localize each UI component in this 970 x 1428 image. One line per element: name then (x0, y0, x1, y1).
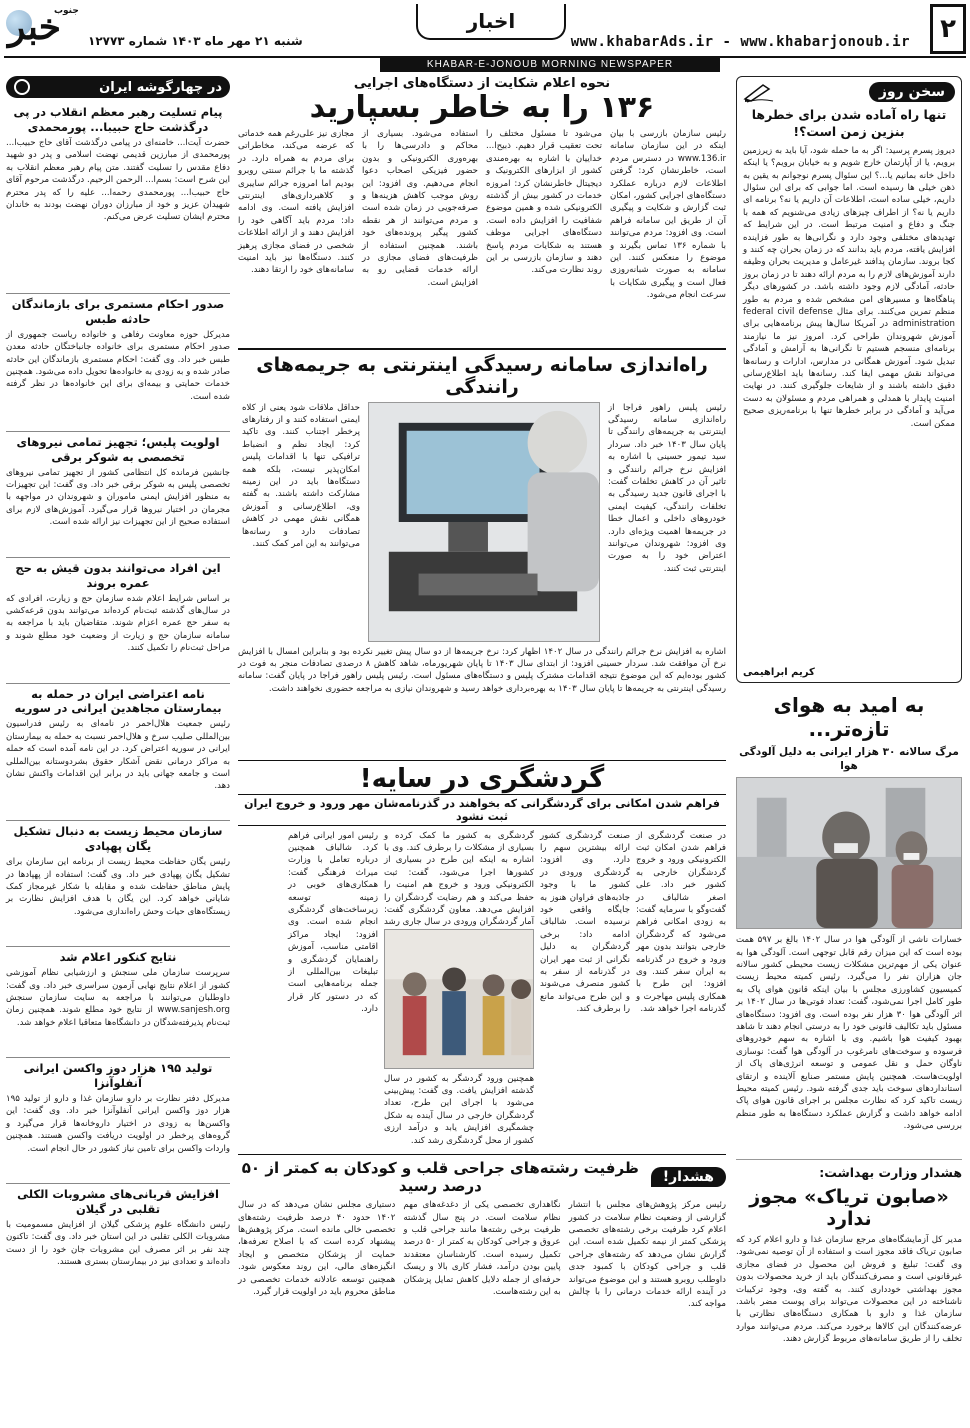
english-name-band: KHABAR-E-JONOUB MORNING NEWSPAPER (380, 58, 720, 72)
complaint-col-3: استفاده می‌شود. بسیاری از محاکم و دادرسی‌ها را با بهره‌وری الکترونیکی و بدون حضور فیزیکی اصحاب دعوا انجام می‌دهیم. وی افزود: این روش موجب کاهش هزینه‌ها و صرفه‌جویی در زمان شده است و مردم می‌توانند از هر نقطه کشور پیگیر پرونده‌های خود باشند. همچنین استفاده از ظرفیت‌های فضای مجازی در ارائه خدمات قضایی رو به افزایش است. (362, 129, 478, 288)
brief-item (6, 683, 230, 817)
surgery-col-3: دستیاری مجلس نشان می‌دهد که در سال ۱۴۰۲ حدود ۴۰ درصد ظرفیت رشته‌های تخصصی خالی مانده است. مرکز پژوهش‌ها پیشنهاد کرده است که با اصلاح تعرفه‌ها، حمایت از پزشکان متخصص و ایجاد انگیزه‌های مالی، این روند معکوس شود. همچنین توسعه عادلانه خدمات تخصصی در مناطق محروم باید در اولویت قرار گیرد. (238, 1200, 396, 1297)
air-title: به امید به هوای تازه‌تر... (773, 692, 925, 741)
editorial-author: کریم ابراهیمی (743, 666, 815, 678)
traffic-article (238, 354, 726, 756)
middle-column (238, 76, 726, 1339)
surgery-col-2: نگاهداری تخصصی یکی از دغدغه‌های مهم نظام سلامت است. در پنج سال گذشته ظرفیت برخی رشته‌ها مانند جراحی قلب و عروق و جراحی کودکان به کمتر از ۵۰ درصد تکمیل رسیده است. کارشناسان معتقدند پایین بودن درآمد، فشار کاری بالا و ریسک حرفه‌ای از جمله دلایل کاهش تمایل پزشکان به این رشته‌هاست. (403, 1200, 561, 1297)
tourism-photo (384, 929, 534, 1069)
tourism-col-2: صنعت گردشگری کشور ارائه بیشترین سهم را دارد. وی افزود: گردشگری ورودی در کشور ما با وجود جاذبه‌های فراوان هنوز به جایگاه واقعی خود نرسیده است. شالباف ادامه داد: برخی گردشگران به دلیل نگرانی از ثبت مهر ایران در گذرنامه از سفر به کشور منصرف می‌شوند و این طرح می‌تواند مانع را برطرف کند. (540, 830, 630, 1015)
brief-body: مدیرکل حوزه معاونت رفاهی و خانواده ریاست جمهوری از صدور احکام مستمری برای خانواده جانباختگان حادثه معدن طبس خبر داد. وی گفت: احکام مستمری بازماندگان این حادثه صادر شده و به زودی به خانواده‌ها تحویل داده می‌شود. همچنین خدمات حمایتی و بیمه‌ای برای این خانواده‌ها در نظر گرفته شده است. (6, 329, 230, 402)
complaint-title: ۱۳۶ را به خاطر بسپارید (309, 90, 655, 125)
section-rule (238, 1154, 726, 1156)
brief-title: صدور احکام مستمری برای بازماندگان حادثه طبس (11, 296, 225, 326)
section-tab[interactable]: اخبار (416, 4, 566, 40)
brief-body: رئیس دانشگاه علوم پزشکی گیلان از افزایش مسمومیت با مشروبات الکلی تقلبی در این استان خبر داد. وی گفت: تاکنون چند نفر بر اثر مصرف این مشروبات جان خود را از دست داده‌اند و تعدادی نیز در بیمارستان بستری هستند. (6, 1219, 230, 1268)
brief-title: تولید ۱۹۵ هزار دوز واکسن ایرانی آنفلوآنزا (23, 1061, 213, 1091)
soap-title: «صابون تریاک» مجوز ندارد (749, 1185, 949, 1230)
brief-title: اولویت پلیس؛ تجهیز تمامی نیروهای تخصصی به شوکر برقی (16, 434, 220, 464)
editorial-box (736, 76, 962, 683)
warning-tag: هشدار! (651, 1167, 726, 1187)
surgery-article (238, 1159, 726, 1339)
masthead (4, 4, 966, 58)
brief-body: رئیس جمعیت هلال‌احمر در نامه‌ای به رئیس فدراسیون بین‌المللی صلیب سرخ و هلال‌احمر نسبت به حمله به بیمارستان ایرانی در سوریه اعتراض کرد. در این نامه آمده است که حمله به مراکز درمانی نقض آشکار حقوق بشردوستانه بین‌المللی است و جامعه جهانی باید در برابر این اقدامات واکنش نشان دهد. (6, 719, 230, 792)
air-pollution-photo (736, 777, 962, 929)
logo-word: خبر (8, 6, 61, 48)
separator (736, 1159, 962, 1160)
brief-title: افزایش قربانی‌های مشروبات الکلی تقلبی در گیلان (17, 1187, 219, 1216)
air-body: خسارات ناشی از آلودگی هوا در سال ۱۴۰۲ بالغ بر ۵۹۷ همت بوده است که این میزان رقم قابل توجهی است. آلودگی هوا به عنوان یکی از مهم‌ترین مشکلات زیست محیطی کشور سالانه جان هزاران نفر را می‌گیرد. رئیس کمیته محیط زیست کمیسیون کشاورزی مجلس با بیان اینکه قانون هوای پاک به طور کامل اجرا نمی‌شود، گفت: تعداد فوتی‌ها در سال ۱۴۰۲ بر اثر آلودگی هوا ۳۰ هزار نفر بوده است. وی افزود: دستگاه‌های مسئول باید تکالیف قانونی خود را به درستی انجام دهند تا شاهد بهبود کیفیت هوا باشیم. وی با اشاره به سهم خودروهای فرسوده و سوخت‌های نامرغوب در آلودگی هوا گفت: نوسازی ناوگان حمل و نقل عمومی و توسعه انرژی‌های پاک از اولویت‌هاست. همچنین پایش مستمر صنایع آلاینده و ارتقای استانداردهای سوخت باید جدی گرفته شود. رئیس کمیته محیط زیست تاکید کرد که نظارت مجلس بر اجرای قانون هوای پاک ادامه خواهد داشت و گزارش عملکرد دستگاه‌ها به طور منظم بررسی می‌شود. (736, 935, 963, 1132)
editorial-title: تنها راه آماده شدن برای خطرها بنزین زمن است؟! (751, 107, 947, 139)
brief-item (6, 431, 230, 553)
page-number: ۲ (930, 4, 966, 54)
site-url[interactable]: www.khabarAds.ir - www.khabarjonoub.ir (570, 34, 910, 50)
police-computer-image (369, 403, 599, 641)
traffic-photo (368, 402, 600, 642)
complaint-kicker: نحوه اعلام شکایت از دستگاه‌های اجرایی (353, 76, 611, 91)
tourism-col-1: در صنعت گردشگری از فراهم شدن امکان ثبت الکترونیکی ورود و خروج گردشگران خارجی به کشور خبر داد. علی اصغر شالباف در گفت‌وگو با سرمایه گفت: به زودی امکانی فراهم می‌شود که گردشگران خارجی بتوانند بدون مهر ورود و خروج در گذرنامه به ایران سفر کنند. وی افزود: این طرح با همکاری پلیس مهاجرت و گذرنامه اجرا خواهد شد. (636, 830, 726, 1015)
soap-kicker: هشدار وزارت بهداشت: (819, 1165, 962, 1181)
issue-info: شنبه ۲۱ مهر ماه ۱۴۰۳ شماره ۱۲۷۷۳ (88, 34, 303, 48)
traffic-full: اشاره به افزایش نرخ جرائم رانندگی در سال ۱۴۰۲ اظهار کرد: نرخ جریمه‌ها از دو سال پیش تغییر نکرده بود و بنابراین امسال با افزایش نرخ آن موافقت شد. سردار حسینی افزود: از ابتدای سال ۱۴۰۳ تا پایان شهریورماه، شاهد کاهش ۸ درصدی تصادفات منجر به فوت در کشور بوده‌ایم که این موضوع نتیجه اقدامات مشترک پلیس و دستگاه‌های مسئول است. رئیس پلیس راهور فراجا در پایان گفت: سامانه رسیدگی اینترنتی به جریمه‌ها تا پایان سال ۱۴۰۳ به بهره‌برداری خواهد رسید و شهروندان نیازی به مراجعه حضوری نخواهند داشت. (238, 646, 727, 694)
complaint-col-2: می‌شود تا مسئول مختلف را تحت تعقیب قرار دهیم. ذبیح‌ا... خداییان با اشاره به بهره‌مندی کشور از ابزارهای الکترونیک و دیجیتال خاطرنشان کرد: امروزه خدمات در کشور بیش از گذشته الکترونیکی شده و همین موضوع شفافیت را افزایش داده است. دستگاه‌های اجرایی موظف هستند به شکایات مردم پاسخ دهند و سازمان بازرسی بر این روند نظارت می‌کند. (486, 129, 602, 276)
complaint-col-4: مجازی نیز علی‌رغم همه خدماتی که عرضه می‌کند، مخاطراتی برای مردم به همراه دارد. در گذشته ما با جرائم سنتی روبرو بودیم اما امروزه جرائم سایبری و کلاهبرداری‌های اینترنتی افزایش یافته است. وی ادامه داد: مردم باید آگاهی خود را افزایش دهند و از ارائه اطلاعات شخصی در فضای مجازی پرهیز کنند. دستگاه‌ها نیز باید امنیت سامانه‌های خود را ارتقا دهند. (238, 129, 354, 276)
editorial-tag: سخن روز (869, 82, 955, 102)
traffic-title: راه‌اندازی سامانه رسیدگی اینترنتی به جریمه‌های رانندگی (256, 353, 708, 398)
left-header-label: در چهارگوشه ایران (99, 79, 222, 95)
newspaper-logo[interactable] (4, 4, 84, 52)
complaint-col-1: رئیس سازمان بازرسی با بیان اینکه در این سازمان سامانه www.136.ir در دسترس مردم است، خاطرنشان کرد: گرفتن اطلاعات لازم درباره عملکرد دستگاه‌های اجرایی کشور، امکان ثبت گزارش و شکایت و پیگیری آن از طریق این سامانه فراهم است. وی افزود: مردم می‌توانند با شماره ۱۳۶ تماس بگیرند و موضوع را منعکس کنند. این سامانه به صورت شبانه‌روزی فعال است و پیگیری شکایات با سرعت انجام می‌شود. (610, 129, 726, 301)
brief-title: نامه اعتراضی ایران در حمله به بیمارستان مجاهدین ایرانی در سوریه (14, 686, 222, 716)
tourism-title: گردشگری در سایه! (359, 764, 605, 794)
air-pollution-article (736, 693, 962, 1154)
brief-item (6, 293, 230, 427)
brief-body: حضرت آیت‌ا... خامنه‌ای در پیامی درگذشت آقای حاج حبیب‌ا... پورمحمدی از مبارزین قدیمی نهضت اسلامی و پدر دو شهید دفاع مقدس را تسلیت گفتند. متن پیام رهبر معظم انقلاب به این شرح است: بسم‌ا... الرحمن الرحیم. درگذشت مرحوم آقای حاج حبیب‌ا... پورمحمدی رحمه‌ا... علیه را که پدر محترم شهیدان عزیز و خود از مبارزان دوران نهضت بودند به خاندان محترم ایشان تسلیت عرض می‌کنم. (6, 137, 230, 223)
brief-body: جانشین فرمانده کل انتظامی کشور از تجهیز تمامی نیروهای تخصصی پلیس به شوکر برقی خبر داد. وی گفت: این تجهیزات به منظور افزایش ایمنی ماموران و شهروندان در مواجهه با مجرمان در اختیار نیروها قرار می‌گیرد. آموزش‌های لازم برای استفاده صحیح از این تجهیزات نیز ارائه شده است. (6, 467, 230, 528)
brief-body: مدیرکل دفتر نظارت بر دارو سازمان غذا و دارو از تولید ۱۹۵ هزار دوز واکسن ایرانی آنفلوآنزا خبر داد. وی گفت: این واکسن‌ها به زودی در اختیار داروخانه‌ها قرار می‌گیرد و گروه‌های پرخطر در اولویت دریافت واکسن هستند. همچنین واردات واکسن برای تامین نیاز کشور در حال انجام است. (6, 1094, 230, 1154)
soap-body: مدیر کل آزمایشگاه‌های مرجع سازمان غذا و دارو اعلام کرد که صابون تریاک فاقد مجوز است و استفاده از آن توصیه نمی‌شود. وی گفت: تبلیغ و فروش این محصول در فضای مجازی غیرقانونی است و مصرف‌کنندگان باید از خرید محصولات بدون مجوز بهداشتی خودداری کنند. به گفته وی، وجود ترکیبات ناشناخته در این محصولات می‌تواند برای پوست مضر باشد. سازمان غذا و دارو با همکاری دستگاه‌های نظارتی با عرضه‌کنندگان این کالاها برخورد می‌کند. مردم می‌توانند موارد تخلف را از طریق سامانه‌های مربوط گزارش دهند. (736, 1234, 962, 1345)
pen-icon (743, 81, 775, 103)
right-column (736, 76, 962, 1374)
tourism-col-3: گردشگری به کشور ما کمک کرده و بسیاری از مشکلات را برطرف کند. وی با اشاره به اینکه این طرح در بسیاری از کشورها اجرا می‌شود، گفت: ثبت الکترونیکی ورود و خروج هم امنیت را حفظ می‌کند و هم رضایت گردشگران را افزایش می‌دهد. معاون گردشگری گفت: آمار گردشگران ورودی در سال جاری رشد (384, 830, 534, 928)
brief-title: پیام تسلیت رهبر معظم انقلاب در پی درگذشت حاج حبیبا... پورمحمدی (13, 105, 223, 134)
tourism-col-5: همچنین ورود گردشگر به کشور در سال گذشته افزایش یافت. وی گفت: پیش‌بینی می‌شود با اجرای این طرح، تعداد گردشگران خارجی در سال آینده به شکل چشمگیری افزایش یابد و درآمد ارزی کشور از محل گردشگری رشد کند. (384, 1073, 534, 1146)
brief-body: سرپرست سازمان ملی سنجش و ارزشیابی نظام آموزشی کشور از اعلام نتایج نهایی آزمون سراسری خبر داد. وی گفت: داوطلبان می‌توانند با مراجعه به سایت سازمان سنجش www.sanjesh.org از نتایج خود مطلع شوند. همچنین زمان ثبت‌نام پذیرفته‌شدگان در دانشگاه‌ها متعاقبا اعلام خواهد شد. (6, 968, 230, 1028)
brief-item (6, 557, 230, 679)
brief-title: نتایج کنکور اعلام شد (59, 950, 177, 965)
globe-icon (14, 79, 30, 95)
brief-body: رئیس یگان حفاظت محیط زیست از برنامه این سازمان برای تشکیل یگان پهپادی خبر داد. وی گفت: استفاده از پهپادها در پایش مناطق حفاظت شده و مقابله با شکار غیرمجاز کمک شایانی خواهد کرد. این یگان با هدف افزایش نظارت بر زیستگاه‌های حیات وحش راه‌اندازی می‌شود. (6, 857, 230, 917)
complaint-article (238, 76, 726, 344)
brief-title: سازمان محیط زیست به دنبال تشکیل یگان پهپادی (13, 824, 223, 854)
brief-item (6, 1057, 230, 1179)
surgery-col-1: رئیس مرکز پژوهش‌های مجلس با انتشار گزارشی از وضعیت نظام سلامت در کشور اعلام کرد ظرفیت برخی رشته‌های تخصصی پزشکی کمتر از نیمه تکمیل شده است. این گزارش نشان می‌دهد که رشته‌های جراحی قلب و جراحی کودکان با کمبود جدی داوطلب روبرو هستند و این موضوع می‌تواند در آینده ارائه خدمات درمانی را با چالش مواجه کند. (568, 1200, 726, 1310)
tourists-image (385, 930, 533, 1068)
brief-body: بر اساس شرایط اعلام شده سازمان حج و زیارت، افرادی که در سال‌های گذشته ثبت‌نام کرده‌اند می‌توانند بدون قرعه‌کشی به سفر حج عمره اعزام شوند. متقاضیان باید با مراجعه به سامانه سازمان حج و زیارت از وضعیت خود مطلع شوند و مراحل ثبت‌نام را تکمیل کنند. (6, 593, 230, 654)
opium-soap-article (736, 1165, 962, 1374)
brief-item (6, 946, 230, 1053)
tourism-subhead: فراهم شدن امکانی برای گردشگرانی که بخواهند در گذرنامه‌شان مهر ورود و خروج ایران ثبت نشود (238, 794, 726, 826)
section-rule (238, 760, 726, 762)
editorial-body: دیروز پسرم پرسید: اگر به ما حمله شود، آیا باید به زیرزمین برویم، یا از آپارتمان خارج شویم و به خیابان برویم؟ یا اینکه داخل خانه بمانیم یا...؟ این سئوال پسرم نوجوانم به یقین به ذهن خیلی ها رسیده است. اما جوابی که برای این سئوال داریم، خیلی ساده است، اطلاعات آن داریم یا نه؟ برنامه ای داریم یا نه؟ از اطراف چیزهای زیادی می‌شنویم که همه با جنگ و دفاع و امنیت مرتبط است. در این شرایط که تهدیدهای مختلفی وجود دارد و نگرانی‌ها به طور فزاینده افزایش یافته، مردم باید بدانند که در زمان بحران چه کنند و کجا بروند. سازمان پدافند غیرعامل و مدیریت بحران وظیفه دارند آموزش‌های لازم را به مردم ارائه دهند تا در زمان بروز حادثه، آمادگی لازم وجود داشته باشد. در کشورهای دیگر پناهگاه‌ها و مسیرهای امن مشخص شده و مردم به طور منظم تمرین می‌کنند. برای مثال federal civil defense administration در آمریکا سال‌ها پیش برنامه‌هایی برای آموزش شهروندان طراحی کرد. امروز نیز ما نیازمند برنامه‌ای منسجم هستیم تا نگرانی‌ها به آرامش و آمادگی تبدیل شود. آموزش همگانی در مدارس، ادارات و رسانه‌ها می‌تواند نقش مهمی ایفا کند. رسانه‌ها باید اطلاع‌رسانی دقیق داشته باشند و از شایعات جلوگیری کنند. در نهایت امنیت پایدار با همدلی و همراهی مردم و مسئولان به دست می‌آید و آمادگی در برابر خطرها تنها با برنامه‌ریزی صحیح ممکن است. (743, 145, 955, 429)
section-rule (238, 348, 726, 350)
tourism-col-4: رئیس امور ایرانی فراهم کرد. شالباف همچنین درباره تعامل با وزارت میراث فرهنگی گفت: همکاری‌های خوبی در زمینه توسعه زیرساخت‌های گردشگری انجام شده است. وی افزود: ایجاد مراکز اقامتی مناسب، آموزش راهنمایان گردشگری و تبلیغات بین‌المللی از جمله برنامه‌هایی است که در دستور کار قرار دارد. (288, 830, 378, 1015)
brief-title: این افراد می‌توانند بدون قیش به حج عمره بروند (15, 560, 221, 590)
air-subtitle: مرگ سالانه ۳۰ هزار ایرانی به دلیل آلودگی هوا (739, 745, 959, 772)
smog-street-image (737, 778, 961, 928)
traffic-col-2: حداقل ملاقات شود یعنی از کلاه ایمنی استفاده کنند و از رفتارهای پرخطر اجتناب کنند. وی تاکید کرد: ایجاد نظم و انضباط ترافیکی تنها با اقدامات پلیس امکان‌پذیر نیست، بلکه همه دستگاه‌ها باید در این زمینه مشارکت داشته باشند. به گفته وی، اطلاع‌رسانی و آموزش همگانی نقش مهمی در کاهش تصادفات دارد و رسانه‌ها می‌توانند به این امر کمک کنند. (242, 402, 360, 549)
left-column-header (6, 76, 230, 98)
brief-item (6, 820, 230, 942)
left-column (6, 76, 230, 1269)
logo-sub: جنوب (54, 6, 79, 16)
tourism-article (238, 765, 726, 1150)
brief-item (6, 1183, 230, 1269)
traffic-col-1: رئیس پلیس راهور فراجا از راه‌اندازی سامانه رسیدگی اینترنتی به جریمه‌های رانندگی تا پایان سال ۱۴۰۳ خبر داد. سردار سید تیمور حسینی با اشاره به افزایش نرخ جرائم رانندگی و تاثیر آن در کاهش تخلفات گفت: با اجرای قانون جدید رسیدگی به تخلفات رانندگی، کیفیت ایمنی خودروهای داخلی و اعمال خطا در جریمه‌ها اهمیت ویژه‌ای دارد. وی افزود: شهروندان می‌توانند اعتراض خود را به صورت اینترنتی ثبت کنند. (608, 402, 726, 574)
surgery-title: ظرفیت رشته‌های جراحی قلب و کودکان به کمتر از ۵۰ درصد رسید (241, 1159, 639, 1196)
brief-item (6, 102, 230, 289)
